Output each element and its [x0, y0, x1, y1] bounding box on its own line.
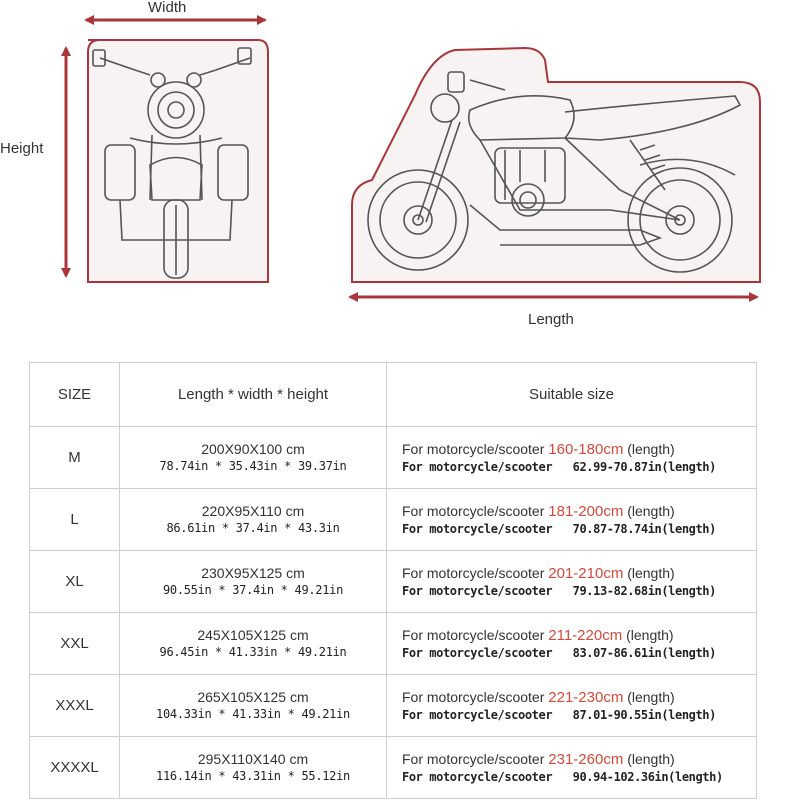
fit-range-inches: 70.87-78.74in(length) — [572, 522, 716, 536]
fit-prefix: For motorcycle/scooter — [402, 565, 549, 581]
dimensions-inches: 86.61in * 37.4in * 43.3in — [166, 521, 340, 535]
dimensions-cell — [120, 551, 387, 613]
dimensions-inches: 104.33in * 41.33in * 49.21in — [156, 707, 350, 721]
dimensions-cm: 230X95X125 cm — [201, 565, 305, 581]
dimensions-cell — [120, 737, 387, 799]
size-label: XL — [30, 551, 120, 613]
fit-line-cm — [402, 564, 756, 583]
fit-line-cm — [402, 502, 756, 521]
size-label: M — [30, 427, 120, 489]
fit-range-inches: 62.99-70.87in(length) — [572, 460, 716, 474]
dimensions-cm: 245X105X125 cm — [197, 627, 309, 643]
fit-range-cm: 160-180cm — [548, 441, 624, 458]
header-suitable-size: Suitable size — [387, 363, 757, 427]
suitable-size-cell — [387, 427, 757, 489]
size-label: XXL — [30, 613, 120, 675]
suitable-size-cell — [387, 737, 757, 799]
size-label: XXXXL — [30, 737, 120, 799]
fit-suffix: (length) — [622, 627, 674, 643]
fit-line-inches — [402, 769, 756, 785]
suitable-size-cell — [387, 551, 757, 613]
fit-line-inches — [402, 583, 756, 599]
side-view-illustration — [352, 48, 760, 282]
dimensions-cm: 265X105X125 cm — [197, 689, 309, 705]
dimensions-cell — [120, 427, 387, 489]
fit-range-inches: 87.01-90.55in(length) — [572, 708, 716, 722]
size-rows — [30, 427, 757, 799]
fit-range-cm: 211-220cm — [548, 627, 623, 644]
dimensions-inches: 90.55in * 37.4in * 49.21in — [162, 583, 344, 597]
size-label: XXXL — [30, 675, 120, 737]
fit-line-cm — [402, 688, 756, 707]
dimensions-cm: 200X90X100 cm — [201, 441, 305, 457]
fit-range-cm: 221-230cm — [548, 689, 624, 706]
dimensions-inches: 96.45in * 41.33in * 49.21in — [159, 645, 347, 659]
fit-line-inches — [402, 521, 756, 537]
fit-range-cm: 181-200cm — [548, 503, 624, 520]
size-table — [29, 362, 757, 799]
fit-prefix: For motorcycle/scooter — [402, 441, 549, 457]
fit-line2-prefix: For motorcycle/scooter — [402, 522, 553, 536]
suitable-size-cell — [387, 613, 757, 675]
size-label: L — [30, 489, 120, 551]
table-row — [30, 427, 757, 489]
table-row — [30, 613, 757, 675]
table-row — [30, 551, 757, 613]
fit-line-inches — [402, 459, 756, 475]
length-label: Length — [528, 311, 574, 328]
fit-line-inches — [402, 707, 756, 723]
dimensions-cell — [120, 489, 387, 551]
suitable-size-cell — [387, 489, 757, 551]
fit-prefix: For motorcycle/scooter — [402, 503, 549, 519]
table-row — [30, 737, 757, 799]
dimensions-cm: 295X110X140 cm — [197, 751, 309, 767]
fit-range-inches: 79.13-82.68in(length) — [572, 584, 716, 598]
dimensions-cell — [120, 613, 387, 675]
cover-size-diagram — [0, 0, 800, 350]
dimensions-cm: 220X95X110 cm — [201, 503, 305, 519]
height-label: Height — [0, 140, 44, 157]
fit-line2-prefix: For motorcycle/scooter — [402, 584, 553, 598]
fit-suffix: (length) — [623, 751, 675, 767]
fit-line-cm — [402, 626, 756, 645]
table-row — [30, 489, 757, 551]
header-size: SIZE — [30, 363, 120, 427]
fit-line-cm — [402, 750, 756, 769]
table-row — [30, 675, 757, 737]
fit-line-cm — [402, 440, 756, 459]
fit-range-cm: 201-210cm — [548, 565, 624, 582]
width-label: Width — [148, 0, 187, 16]
fit-line2-prefix: For motorcycle/scooter — [402, 770, 553, 784]
front-view-illustration — [88, 40, 268, 282]
table-header-row — [30, 363, 757, 427]
fit-line2-prefix: For motorcycle/scooter — [402, 460, 553, 474]
header-dimensions: Length * width * height — [120, 363, 387, 427]
fit-line2-prefix: For motorcycle/scooter — [402, 646, 553, 660]
fit-suffix: (length) — [623, 503, 675, 519]
dimensions-inches: 78.74in * 35.43in * 39.37in — [159, 459, 347, 473]
dimensions-cell — [120, 675, 387, 737]
fit-prefix: For motorcycle/scooter — [402, 689, 549, 705]
fit-prefix: For motorcycle/scooter — [402, 751, 549, 767]
fit-prefix: For motorcycle/scooter — [402, 627, 549, 643]
fit-line-inches — [402, 645, 756, 661]
dimensions-inches: 116.14in * 43.31in * 55.12in — [156, 769, 350, 783]
fit-range-inches: 90.94-102.36in(length) — [572, 770, 723, 784]
fit-range-cm: 231-260cm — [548, 751, 624, 768]
fit-range-inches: 83.07-86.61in(length) — [572, 646, 716, 660]
fit-suffix: (length) — [623, 689, 675, 705]
fit-line2-prefix: For motorcycle/scooter — [402, 708, 553, 722]
fit-suffix: (length) — [623, 441, 675, 457]
suitable-size-cell — [387, 675, 757, 737]
fit-suffix: (length) — [623, 565, 675, 581]
